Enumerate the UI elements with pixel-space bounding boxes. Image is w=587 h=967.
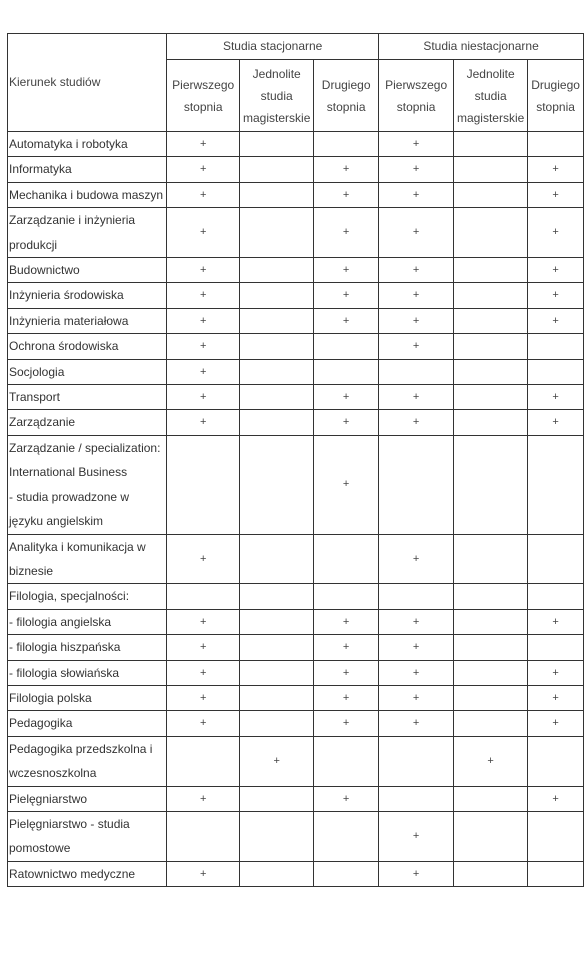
mark-cell bbox=[379, 584, 454, 609]
header-jednolite-niestac: Jednolite studia magisterskie bbox=[454, 60, 528, 132]
mark-cell: + bbox=[314, 308, 379, 333]
kierunek-name bbox=[8, 435, 167, 534]
mark-cell: + bbox=[167, 132, 240, 157]
mark-cell bbox=[454, 861, 528, 886]
mark-cell: + bbox=[167, 711, 240, 736]
mark-cell: + bbox=[379, 861, 454, 886]
studies-table-container bbox=[7, 33, 584, 887]
mark-cell: + bbox=[167, 635, 240, 660]
header-drugiego-niestac: Drugiego stopnia bbox=[528, 60, 584, 132]
studies-table bbox=[7, 33, 584, 887]
kierunek-name: Analityka i komunikacja w biznesie bbox=[8, 534, 167, 584]
mark-cell: + bbox=[314, 435, 379, 534]
mark-cell: + bbox=[379, 208, 454, 258]
table-row bbox=[8, 208, 584, 258]
mark-cell: + bbox=[167, 208, 240, 258]
mark-cell bbox=[240, 308, 314, 333]
table-row bbox=[8, 334, 584, 359]
kierunek-name: Pedagogika przedszkolna i wczesnoszkolna bbox=[8, 736, 167, 786]
table-row bbox=[8, 660, 584, 685]
kierunek-name: Zarządzanie i inżynieria produkcji bbox=[8, 208, 167, 258]
mark-cell bbox=[240, 811, 314, 861]
kierunek-name: - filologia słowiańska bbox=[8, 660, 167, 685]
header-studia-niestacjonarne: Studia niestacjonarne bbox=[379, 34, 584, 60]
mark-cell: + bbox=[528, 786, 584, 811]
mark-cell bbox=[240, 685, 314, 710]
table-row bbox=[8, 182, 584, 207]
mark-cell: + bbox=[528, 410, 584, 435]
header-pierwszego-stac: Pierwszego stopnia bbox=[167, 60, 240, 132]
mark-cell bbox=[454, 584, 528, 609]
mark-cell: + bbox=[379, 410, 454, 435]
mark-cell: + bbox=[167, 359, 240, 384]
mark-cell bbox=[167, 811, 240, 861]
mark-cell: + bbox=[314, 208, 379, 258]
mark-cell: + bbox=[314, 635, 379, 660]
mark-cell: + bbox=[314, 410, 379, 435]
mark-cell: + bbox=[314, 385, 379, 410]
header-kierunek: Kierunek studiów bbox=[8, 34, 167, 132]
mark-cell: + bbox=[528, 685, 584, 710]
mark-cell bbox=[454, 711, 528, 736]
mark-cell bbox=[314, 584, 379, 609]
mark-cell bbox=[454, 182, 528, 207]
mark-cell: + bbox=[379, 811, 454, 861]
table-row bbox=[8, 635, 584, 660]
mark-cell bbox=[167, 435, 240, 534]
mark-cell: + bbox=[528, 283, 584, 308]
mark-cell bbox=[528, 359, 584, 384]
mark-cell: + bbox=[528, 258, 584, 283]
kierunek-name: Inżynieria materiałowa bbox=[8, 308, 167, 333]
mark-cell bbox=[454, 334, 528, 359]
table-row bbox=[8, 736, 584, 786]
mark-cell bbox=[454, 208, 528, 258]
mark-cell: + bbox=[167, 258, 240, 283]
kierunek-name: Filologia polska bbox=[8, 685, 167, 710]
mark-cell: + bbox=[314, 786, 379, 811]
kierunek-name: - filologia angielska bbox=[8, 609, 167, 634]
mark-cell bbox=[240, 334, 314, 359]
kierunek-name: Automatyka i robotyka bbox=[8, 132, 167, 157]
mark-cell bbox=[454, 132, 528, 157]
header-jednolite-stac: Jednolite studia magisterskie bbox=[240, 60, 314, 132]
kierunek-name: Ratownictwo medyczne bbox=[8, 861, 167, 886]
mark-cell bbox=[454, 635, 528, 660]
mark-cell: + bbox=[167, 385, 240, 410]
table-row bbox=[8, 711, 584, 736]
kierunek-name: Transport bbox=[8, 385, 167, 410]
mark-cell bbox=[528, 584, 584, 609]
mark-cell bbox=[314, 861, 379, 886]
mark-cell: + bbox=[379, 385, 454, 410]
mark-cell: + bbox=[167, 182, 240, 207]
table-row bbox=[8, 584, 584, 609]
table-row bbox=[8, 132, 584, 157]
table-row bbox=[8, 385, 584, 410]
mark-cell: + bbox=[379, 308, 454, 333]
mark-cell: + bbox=[528, 609, 584, 634]
table-row bbox=[8, 410, 584, 435]
table-row bbox=[8, 811, 584, 861]
header-pierwszego-niestac: Pierwszego stopnia bbox=[379, 60, 454, 132]
mark-cell: + bbox=[240, 736, 314, 786]
mark-cell bbox=[240, 786, 314, 811]
mark-cell: + bbox=[379, 334, 454, 359]
mark-cell bbox=[528, 635, 584, 660]
table-row bbox=[8, 258, 584, 283]
table-row bbox=[8, 157, 584, 182]
mark-cell bbox=[240, 132, 314, 157]
mark-cell bbox=[240, 182, 314, 207]
kierunek-name-line: Zarządzanie / specialization: International Business bbox=[9, 440, 161, 480]
mark-cell: + bbox=[379, 711, 454, 736]
mark-cell: + bbox=[167, 410, 240, 435]
mark-cell bbox=[240, 435, 314, 534]
mark-cell: + bbox=[379, 660, 454, 685]
mark-cell: + bbox=[167, 283, 240, 308]
mark-cell: + bbox=[167, 861, 240, 886]
mark-cell bbox=[240, 359, 314, 384]
mark-cell bbox=[314, 132, 379, 157]
mark-cell: + bbox=[379, 132, 454, 157]
mark-cell: + bbox=[379, 609, 454, 634]
header-drugiego-stac: Drugiego stopnia bbox=[314, 60, 379, 132]
table-row bbox=[8, 435, 584, 534]
mark-cell bbox=[240, 283, 314, 308]
kierunek-name: - filologia hiszpańska bbox=[8, 635, 167, 660]
kierunek-name: Pedagogika bbox=[8, 711, 167, 736]
mark-cell bbox=[454, 283, 528, 308]
mark-cell: + bbox=[314, 711, 379, 736]
kierunek-name: Mechanika i budowa maszyn bbox=[8, 182, 167, 207]
kierunek-name: Budownictwo bbox=[8, 258, 167, 283]
mark-cell bbox=[379, 359, 454, 384]
mark-cell: + bbox=[528, 711, 584, 736]
kierunek-name: Pielęgniarstwo - studia pomostowe bbox=[8, 811, 167, 861]
mark-cell: + bbox=[379, 685, 454, 710]
mark-cell bbox=[240, 584, 314, 609]
table-row bbox=[8, 359, 584, 384]
kierunek-name: Pielęgniarstwo bbox=[8, 786, 167, 811]
mark-cell bbox=[454, 308, 528, 333]
mark-cell bbox=[454, 786, 528, 811]
mark-cell bbox=[454, 410, 528, 435]
table-row bbox=[8, 534, 584, 584]
table-row bbox=[8, 685, 584, 710]
mark-cell bbox=[379, 786, 454, 811]
mark-cell: + bbox=[314, 258, 379, 283]
mark-cell bbox=[240, 534, 314, 584]
kierunek-name: Socjologia bbox=[8, 359, 167, 384]
mark-cell: + bbox=[379, 635, 454, 660]
mark-cell: + bbox=[314, 182, 379, 207]
kierunek-name: Inżynieria środowiska bbox=[8, 283, 167, 308]
mark-cell: + bbox=[167, 609, 240, 634]
mark-cell: + bbox=[528, 308, 584, 333]
mark-cell bbox=[454, 435, 528, 534]
mark-cell: + bbox=[454, 736, 528, 786]
mark-cell bbox=[454, 685, 528, 710]
mark-cell bbox=[240, 258, 314, 283]
studies-table-body bbox=[8, 132, 584, 887]
mark-cell bbox=[314, 811, 379, 861]
kierunek-name-line: - studia prowadzone w języku angielskim bbox=[9, 489, 130, 529]
mark-cell bbox=[240, 635, 314, 660]
mark-cell: + bbox=[528, 182, 584, 207]
mark-cell bbox=[314, 359, 379, 384]
table-row bbox=[8, 283, 584, 308]
mark-cell bbox=[528, 334, 584, 359]
mark-cell bbox=[454, 258, 528, 283]
mark-cell bbox=[240, 157, 314, 182]
table-row bbox=[8, 786, 584, 811]
mark-cell: + bbox=[379, 534, 454, 584]
mark-cell bbox=[379, 736, 454, 786]
mark-cell: + bbox=[379, 157, 454, 182]
mark-cell bbox=[240, 861, 314, 886]
mark-cell: + bbox=[167, 308, 240, 333]
mark-cell: + bbox=[167, 660, 240, 685]
mark-cell: + bbox=[528, 157, 584, 182]
mark-cell bbox=[240, 208, 314, 258]
mark-cell bbox=[240, 660, 314, 685]
mark-cell bbox=[240, 711, 314, 736]
mark-cell: + bbox=[314, 157, 379, 182]
mark-cell: + bbox=[379, 182, 454, 207]
mark-cell bbox=[454, 534, 528, 584]
mark-cell bbox=[314, 534, 379, 584]
mark-cell: + bbox=[528, 208, 584, 258]
mark-cell bbox=[314, 334, 379, 359]
mark-cell bbox=[528, 811, 584, 861]
kierunek-name: Informatyka bbox=[8, 157, 167, 182]
mark-cell bbox=[240, 410, 314, 435]
mark-cell bbox=[454, 359, 528, 384]
mark-cell bbox=[528, 435, 584, 534]
mark-cell: + bbox=[314, 283, 379, 308]
mark-cell: + bbox=[314, 660, 379, 685]
mark-cell bbox=[167, 584, 240, 609]
mark-cell: + bbox=[314, 609, 379, 634]
mark-cell: + bbox=[167, 157, 240, 182]
mark-cell bbox=[528, 132, 584, 157]
table-row bbox=[8, 308, 584, 333]
mark-cell: + bbox=[528, 660, 584, 685]
mark-cell: + bbox=[167, 786, 240, 811]
mark-cell: + bbox=[167, 534, 240, 584]
table-row bbox=[8, 861, 584, 886]
mark-cell bbox=[454, 157, 528, 182]
header-studia-stacjonarne: Studia stacjonarne bbox=[167, 34, 379, 60]
mark-cell bbox=[167, 736, 240, 786]
mark-cell: + bbox=[379, 258, 454, 283]
mark-cell bbox=[314, 736, 379, 786]
mark-cell bbox=[528, 736, 584, 786]
mark-cell: + bbox=[528, 385, 584, 410]
mark-cell bbox=[240, 385, 314, 410]
mark-cell bbox=[528, 534, 584, 584]
mark-cell: + bbox=[167, 334, 240, 359]
kierunek-name: Ochrona środowiska bbox=[8, 334, 167, 359]
mark-cell: + bbox=[379, 283, 454, 308]
mark-cell bbox=[528, 861, 584, 886]
mark-cell bbox=[454, 609, 528, 634]
mark-cell bbox=[240, 609, 314, 634]
mark-cell: + bbox=[167, 685, 240, 710]
mark-cell bbox=[454, 811, 528, 861]
mark-cell bbox=[454, 660, 528, 685]
kierunek-name: Zarządzanie bbox=[8, 410, 167, 435]
mark-cell bbox=[454, 385, 528, 410]
mark-cell bbox=[379, 435, 454, 534]
table-row bbox=[8, 609, 584, 634]
kierunek-name: Filologia, specjalności: bbox=[8, 584, 167, 609]
mark-cell: + bbox=[314, 685, 379, 710]
